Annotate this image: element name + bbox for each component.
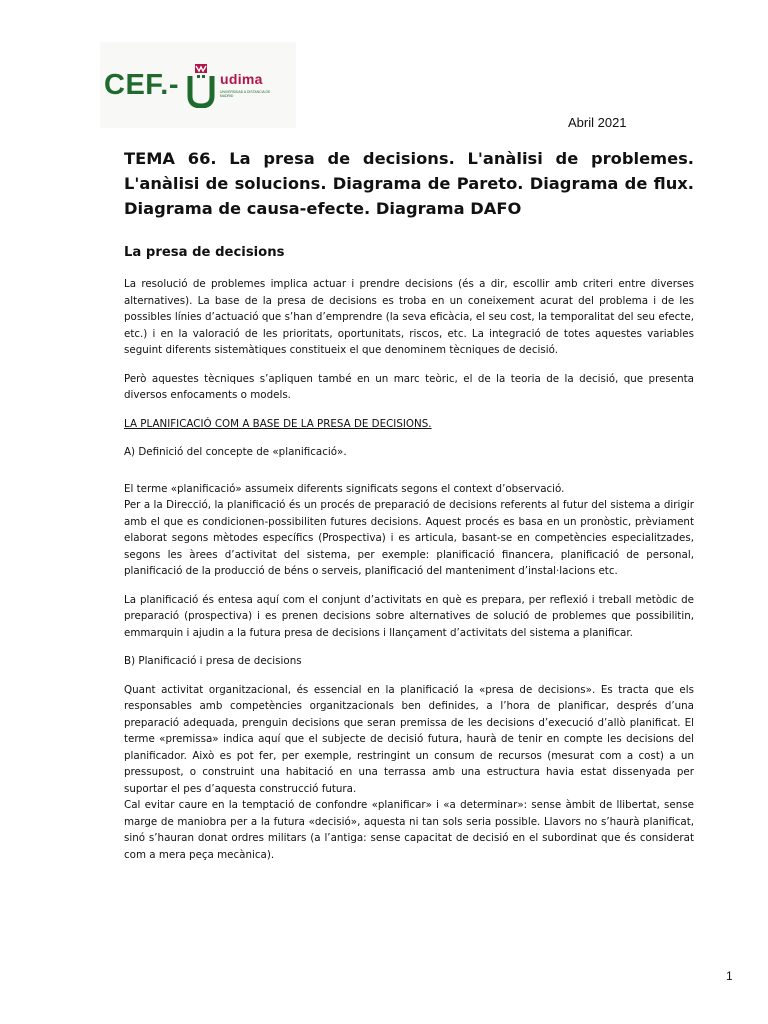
header-logo: [100, 42, 296, 128]
document-date: Abril 2021: [568, 115, 627, 130]
udima-seal-icon: [187, 64, 215, 108]
subsection-b-heading: B) Planificació i presa de decisions: [124, 655, 302, 667]
udima-logo-text: udima: [220, 71, 263, 87]
paragraph: Per a la Direcció, la planificació és un procés de preparació de decisions referents al futur del sistema a dirigir amb el que es condicionen-possibiliten futures decisions. Aquest procés es basa en un pronòstic, prèviament elaborat segons mètodes específics (Prospectiva) i es articula, basant-se en competències especialitzades, segons les àrees d’activitat del sistema, per exemple: planificació financera, planificació de personal, planificació de la producció de béns o serveis, planificació del manteniment d’instal·lacions etc.: [124, 499, 694, 577]
document-title: TEMA 66. La presa de decisions. L'anàlisi de problemes. L'anàlisi de solucions. Diagrama de Pareto. Diagrama de flux. Diagrama de causa-efecte. Diagrama DAFO: [124, 149, 694, 218]
paragraph: Quant activitat organitzacional, és essencial en la planificació la «presa de decisions». Es tracta que els responsables amb competències organitzacionals ben definides, a l’hora de planificar, després d’una preparació adequada, prenguin decisions que seran premissa de les decisions d’execució d’allò planificat. El terme «premissa» indica aquí que el subjecte de decisió futura, haurà de tenir en compte les decisions del planificador. Això es pot fer, per exemple, restringint un consum de recursos (mesurat com a cost) a un pressupost, o construint una habitació en una terrassa amb una estructura havia estat dissenyada per suportar el pes d’aquesta construcció futura.: [124, 683, 694, 795]
section-heading: La presa de decisions: [124, 245, 285, 260]
paragraph: La planificació és entesa aquí com el conjunt d’activitats en què es prepara, per reflexió i treball metòdic de preparació (prospectiva) i es prenen decisions sobre alternatives de solució de problemes que possibilitin, emmarquin i ajudin a la futura presa de decisions i llançament d’activitats del sistema a planificar.: [124, 593, 694, 639]
subsection-a-heading: A) Definició del concepte de «planificació».: [124, 446, 347, 458]
document-body: [124, 244, 694, 875]
paragraph: El terme «planificació» assumeix diferents significats segons el context d’observació.: [124, 482, 565, 495]
underlined-subheading: LA PLANIFICACIÓ COM A BASE DE LA PRESA DE DECISIONS.: [124, 417, 432, 430]
page-number: 1: [726, 969, 733, 983]
paragraph: La resolució de problemes implica actuar i prendre decisions (és a dir, escollir amb criteri entre diverses alternatives). La base de la presa de decisions es troba en un coneixement acurat del problema i de les possibles línies d’actuació que s’han d’emprendre (la seva eficàcia, el seu cost, la temporalitat del seu efecte, etc.) i en la valoració de les prioritats, oportunitats, riscos, etc. La integració de totes aquestes variables seguint diferents sistemàtiques constitueix el que denominem tècniques de decisió.: [124, 278, 694, 356]
cef-logo-text: CEF.-: [104, 69, 179, 101]
paragraph: Cal evitar caure en la temptació de confondre «planificar» i «a determinar»: sense àmbit de llibertat, sense marge de maniobra per a la futura «decisió», aquesta ni tan sols seria possible. Llavors no s’haurà planificat, sinó s’hauran donat ordres militars (a l’antiga: sense capacitat de decisió en el subordinat que és considerat com a mera peça mecànica).: [124, 799, 694, 861]
udima-logo-subtitle: UNIVERSIDAD A DISTANCIA DE MADRID: [220, 90, 271, 98]
paragraph: Però aquestes tècniques s’apliquen també en un marc teòric, el de la teoria de la decisió, que presenta diversos enfocaments o models.: [124, 372, 694, 401]
